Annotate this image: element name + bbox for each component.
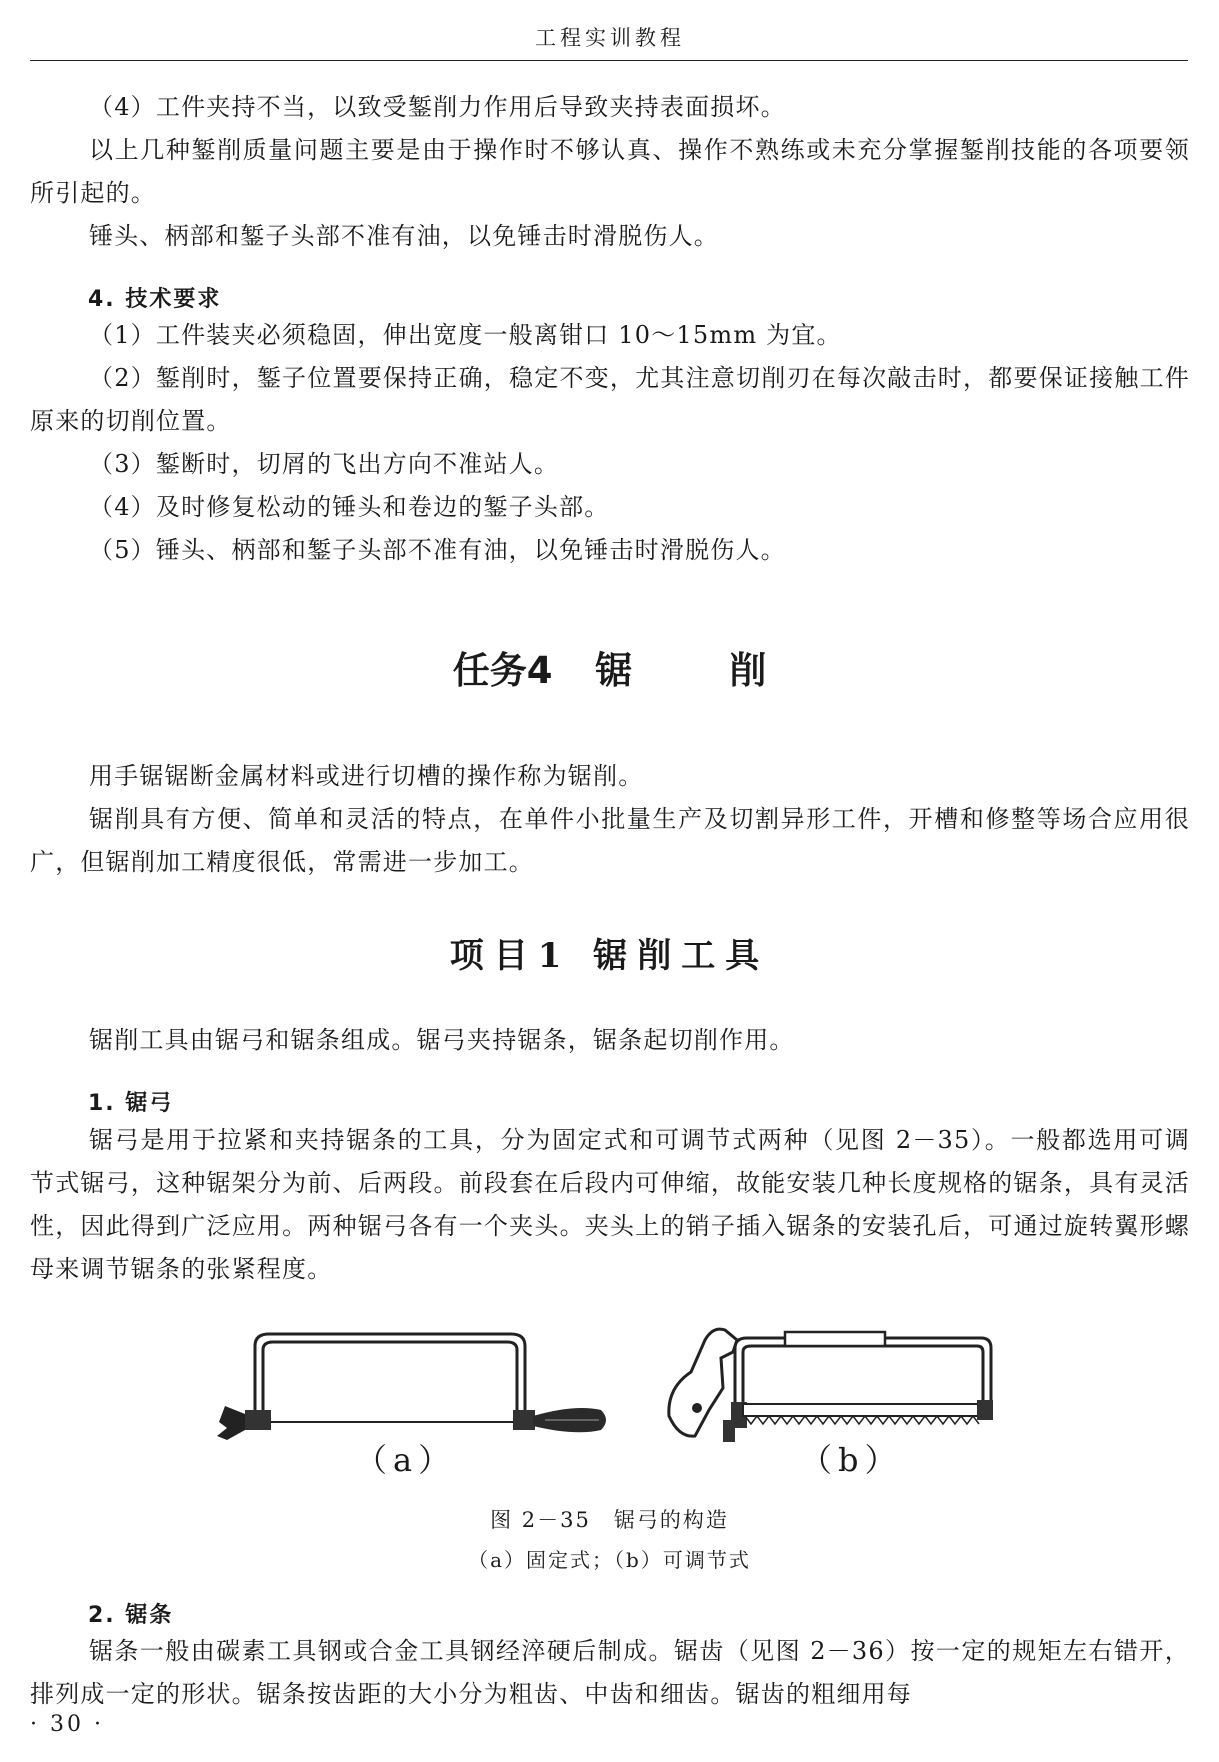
running-header: 工程实训教程 — [535, 26, 685, 50]
paragraph-sawing-tools: 锯削工具由锯弓和锯条组成。锯弓夹持锯条，锯条起切削作用。 — [89, 1026, 795, 1054]
tech-item-2: （2）錾削时，錾子位置要保持正确，稳定不变，尤其注意切削刃在每次敲击时，都要保证接触工件原来的切削位置。 — [30, 364, 1190, 435]
paragraph-sawing-definition: 用手锯锯断金属材料或进行切槽的操作称为锯削。 — [89, 762, 644, 790]
paragraph-saw-frame: 锯弓是用于拉紧和夹持锯条的工具，分为固定式和可调节式两种（见图 2－35）。一般都选用可调节式锯弓，这种锯架分为前、后两段。前段套在后段内可伸缩，故能安装几种长度规格的锯条，具有灵活性，因此得到广泛应用。两种锯弓各有一个夹头。夹头上的销子插入锯条的安装孔后，可通过旋转翼形螺母来调节锯条的张紧程度。 — [30, 1126, 1190, 1283]
paragraph-saw-blade: 锯条一般由碳素工具钢或合金工具钢经淬硬后制成。锯齿（见图 2－36）按一定的规矩左右错开，排列成一定的形状。锯条按齿距的大小分为粗齿、中齿和细齿。锯齿的粗细用每 — [30, 1637, 1190, 1708]
heading-saw-frame: 1. 锯弓 — [88, 1091, 174, 1116]
heading-tech-requirements: 4. 技术要求 — [88, 287, 222, 312]
tech-item-5: （5）锤头、柄部和錾子头部不准有油，以免锤击时滑脱伤人。 — [89, 536, 786, 564]
tech-item-3: （3）錾断时，切屑的飞出方向不准站人。 — [89, 450, 560, 478]
figure-label-a: （a） — [355, 1441, 457, 1479]
paragraph-no-oil: 锤头、柄部和錾子头部不准有油，以免锤击时滑脱伤人。 — [89, 222, 719, 250]
project-title: 项目1 锯削工具 — [449, 936, 770, 976]
figure-subcaption: （a）固定式；（b）可调节式 — [468, 1548, 751, 1572]
task-title-char-1: 锯 — [595, 649, 633, 692]
header-rule — [30, 60, 1188, 61]
tech-item-1: （1）工件装夹必须稳固，伸出宽度一般离钳口 10～15mm 为宜。 — [89, 321, 842, 349]
paragraph-quality-summary: 以上几种錾削质量问题主要是由于操作时不够认真、操作不熟练或未充分掌握錾削技能的各项要领所引起的。 — [30, 136, 1190, 207]
figure-label-b: （b） — [800, 1441, 903, 1479]
tech-item-4: （4）及时修复松动的锤头和卷边的錾子头部。 — [89, 493, 610, 521]
task-label: 任务4 — [452, 649, 553, 692]
paragraph-clamp-issue: （4）工件夹持不当，以致受錾削力作用后导致夹持表面损坏。 — [89, 93, 786, 121]
figure-caption: 图 2－35 锯弓的构造 — [490, 1508, 729, 1532]
page-number: · 30 · — [30, 1712, 104, 1737]
heading-saw-blade: 2. 锯条 — [88, 1603, 174, 1628]
task-title — [0, 640, 1219, 694]
paragraph-sawing-features: 锯削具有方便、简单和灵活的特点，在单件小批量生产及切割异形工件，开槽和修整等场合应用很广，但锯削加工精度很低，常需进一步加工。 — [30, 805, 1190, 876]
task-title-char-2: 削 — [729, 649, 767, 692]
